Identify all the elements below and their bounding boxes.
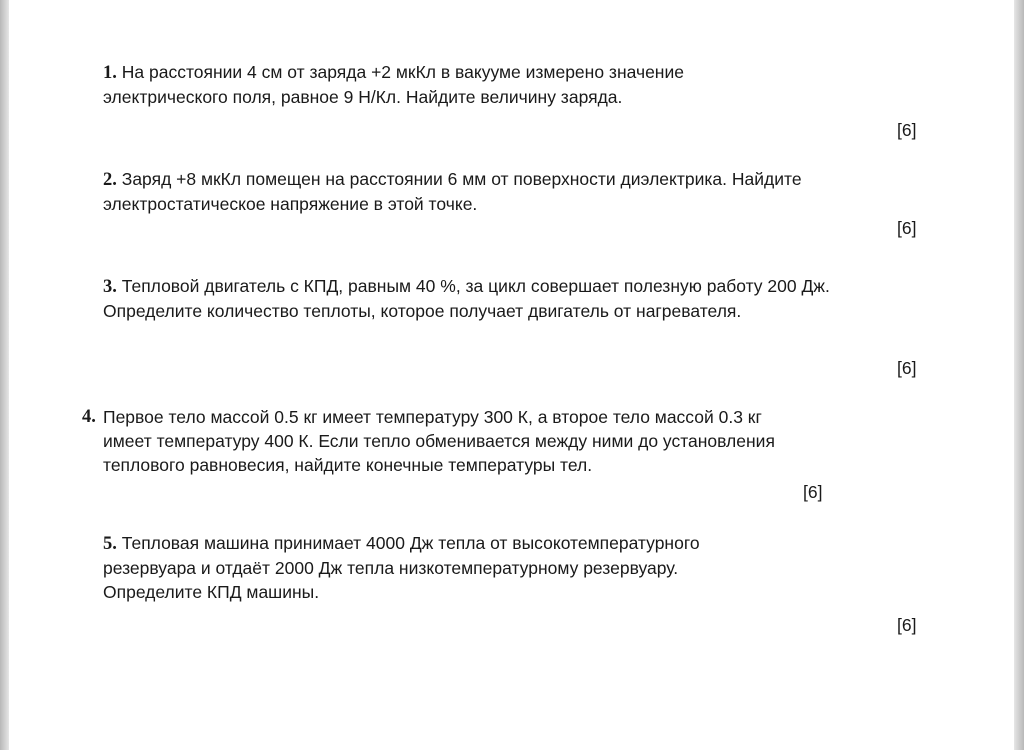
question-3 [103, 274, 830, 323]
question-3-mark: [6] [897, 358, 917, 378]
question-4-number: 4. [82, 407, 96, 427]
question-5-line-1 [103, 531, 700, 556]
question-4-text-1: Первое тело массой 0.5 кг имеет температуру 300 К, а второе тело массой 0.3 кг [103, 407, 762, 427]
question-5 [103, 531, 700, 604]
question-2 [103, 167, 802, 216]
question-4-text-2: имеет температуру 400 К. Если тепло обменивается между ними до установления [103, 431, 775, 451]
page-shadow-left [0, 0, 9, 750]
page-shadow-right [1014, 0, 1024, 750]
question-2-line-1 [103, 167, 802, 192]
question-4-mark: [6] [803, 482, 823, 502]
question-2-number: 2. [103, 170, 117, 190]
question-2-text-2: электростатическое напряжение в этой точке. [103, 194, 478, 214]
question-5-text-2: резервуара и отдаёт 2000 Дж тепла низкотемпературному резервуару. [103, 558, 679, 578]
document-page [9, 0, 1014, 750]
question-4-text-3: теплового равновесия, найдите конечные температуры тел. [103, 455, 593, 475]
question-2-mark: [6] [897, 218, 917, 238]
question-5-mark: [6] [897, 615, 917, 635]
question-5-text-1: Тепловая машина принимает 4000 Дж тепла от высокотемпературного [121, 533, 700, 553]
question-3-number: 3. [103, 277, 117, 297]
question-5-number: 5. [103, 534, 117, 554]
question-1-number: 1. [103, 63, 117, 83]
question-3-text-2: Определите количество теплоты, которое получает двигатель от нагревателя. [103, 301, 742, 321]
question-1-text-2: электрического поля, равное 9 Н/Кл. Найдите величину заряда. [103, 87, 623, 107]
question-1-mark: [6] [897, 120, 917, 140]
question-1-text-1: На расстоянии 4 см от заряда +2 мкКл в вакууме измерено значение [121, 62, 684, 82]
question-1-line-1 [103, 60, 684, 85]
question-3-line-1 [103, 274, 830, 299]
question-1 [103, 60, 684, 109]
question-5-text-3: Определите КПД машины. [103, 582, 320, 602]
question-2-text-1: Заряд +8 мкКл помещен на расстоянии 6 мм от поверхности диэлектрика. Найдите [121, 169, 802, 189]
question-4 [103, 405, 775, 477]
question-3-text-1: Тепловой двигатель с КПД, равным 40 %, за цикл совершает полезную работу 200 Дж. [121, 276, 830, 296]
